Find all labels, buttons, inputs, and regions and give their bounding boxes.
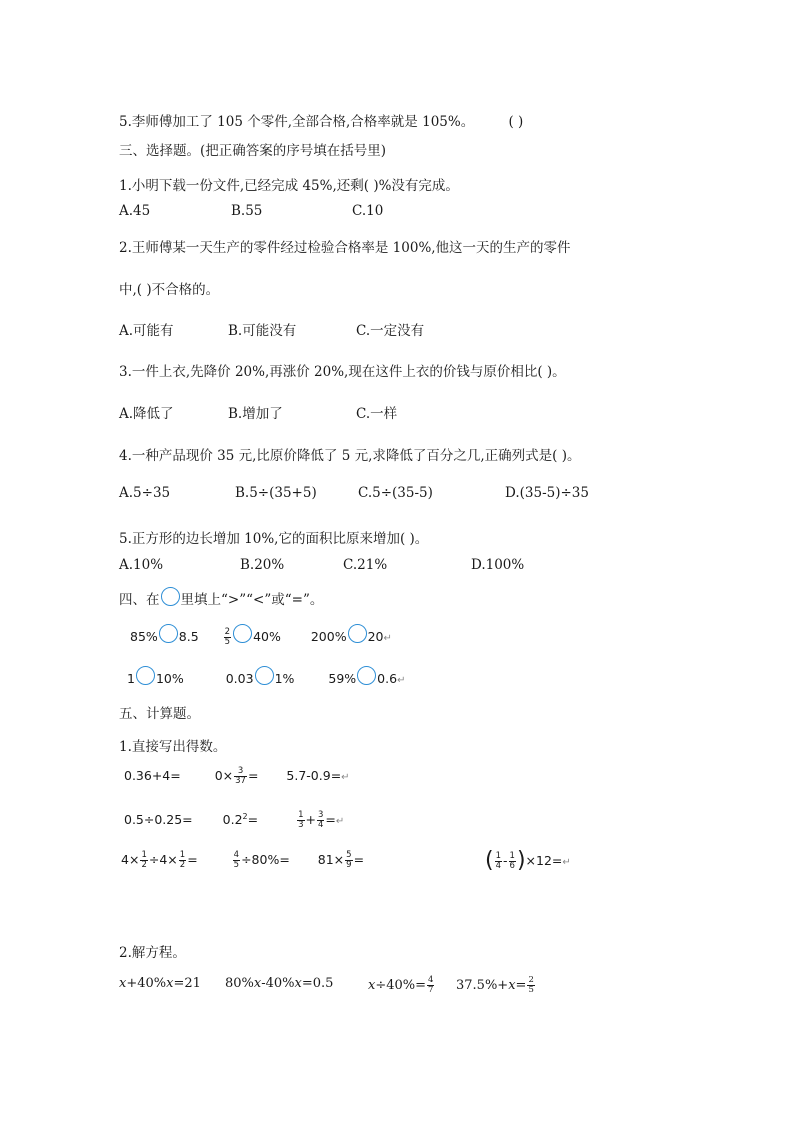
fraction: $\frac{2}{5}$ xyxy=(224,627,231,647)
section-title-compare: 四、在 里填上“>”“<”或“=”。 xyxy=(119,588,323,610)
compare-circle-blank[interactable] xyxy=(233,624,252,643)
choice-q3-stem: 3.一件上衣,先降价 20%,再涨价 20%,现在这件上衣的价钱与原价相比( )。 xyxy=(119,364,566,380)
compare-circle-blank[interactable] xyxy=(348,624,367,643)
compare-row-1: 85% 8.5 $\frac{2}{5}$ 40% 200% 20↵ xyxy=(130,628,392,647)
fraction: $\frac{1}{2}$ xyxy=(179,850,186,870)
question-text: 5.李师傅加工了 105 个零件,全部合格,合格率就是 105%。 xyxy=(119,114,475,130)
choice-q1-option-a: A.45 xyxy=(119,203,151,219)
answer-blank: ( ) xyxy=(508,114,524,130)
choice-q5-option-a: A.10% xyxy=(119,557,164,573)
compare-row-2: 1 10% 0.03 1% 59% 0.6↵ xyxy=(127,670,405,689)
choice-q5-option-c: C.21% xyxy=(343,557,388,573)
circle-icon xyxy=(161,587,180,606)
choice-q3-option-a: A.降低了 xyxy=(119,406,174,422)
calc-row-3: 4× $\frac{1}{2}$ ÷4× $\frac{1}{2}$ = $\frac{4}{5}$ ÷80%= 81× $\frac{5}{9}$ = xyxy=(121,850,365,870)
fraction: $\frac{5}{9}$ xyxy=(346,850,352,870)
fraction: $\frac{4}{7}$ xyxy=(428,975,434,995)
equations-title: 2.解方程。 xyxy=(119,945,186,961)
fraction: $\frac{1}{3}$ xyxy=(298,810,304,830)
calc-row-3-last: ( $\frac{1}{4}$ - $\frac{1}{6}$ )×12=↵ xyxy=(485,848,571,873)
choice-q4-option-a: A.5÷35 xyxy=(119,485,171,501)
choice-q4-option-d: D.(35-5)÷35 xyxy=(505,485,589,501)
fraction: $\frac{3}{37}$ xyxy=(235,766,246,786)
compare-circle-blank[interactable] xyxy=(357,666,376,685)
choice-q4-option-b: B.5÷(35+5) xyxy=(235,485,317,501)
equation-4: 37.5%+x= $\frac{2}{5}$ xyxy=(456,975,534,995)
equation-2: 80%x-40%x=0.5 xyxy=(225,976,334,991)
choice-q2-option-b: B.可能没有 xyxy=(228,323,297,339)
fraction: $\frac{2}{5}$ xyxy=(528,975,534,995)
question-tf-5 xyxy=(119,110,523,130)
compare-circle-blank[interactable] xyxy=(159,624,178,643)
fraction: $\frac{3}{4}$ xyxy=(317,810,324,830)
equation-1: x+40%x=21 xyxy=(119,976,201,991)
fraction: $\frac{1}{6}$ xyxy=(509,851,515,871)
choice-q1-option-c: C.10 xyxy=(352,203,384,219)
compare-circle-blank[interactable] xyxy=(255,666,274,685)
fraction: $\frac{1}{4}$ xyxy=(495,851,502,871)
choice-q3-option-b: B.增加了 xyxy=(228,406,283,422)
choice-q1-option-b: B.55 xyxy=(231,203,263,219)
equation-3: x÷40%= $\frac{4}{7}$ xyxy=(368,975,434,995)
calc-title: 1.直接写出得数。 xyxy=(119,739,227,755)
choice-q5-stem: 5.正方形的边长增加 10%,它的面积比原来增加( )。 xyxy=(119,531,429,547)
calc-row-2: $0.5\div 0.25= 0.2^2=$ $\frac{1}{3}$ + $\frac{3}{4}$ =↵ xyxy=(124,810,345,830)
choice-q5-option-d: D.100% xyxy=(471,557,525,573)
fraction: $\frac{1}{2}$ xyxy=(141,850,147,870)
choice-q2-option-a: A.可能有 xyxy=(119,323,174,339)
choice-q4-stem: 4.一种产品现价 35 元,比原价降低了 5 元,求降低了百分之几,正确列式是( )。 xyxy=(119,448,581,464)
choice-q5-option-b: B.20% xyxy=(240,557,285,573)
choice-q2-stem-line1: 2.王师傅某一天生产的零件经过检验合格率是 100%,他这一天的生产的零件 xyxy=(119,240,571,256)
choice-q1-stem: 1.小明下载一份文件,已经完成 45%,还剩( )%没有完成。 xyxy=(119,178,459,194)
choice-q3-option-c: C.一样 xyxy=(356,406,398,422)
compare-circle-blank[interactable] xyxy=(136,666,155,685)
choice-q2-option-c: C.一定没有 xyxy=(356,323,425,339)
choice-q2-stem-line2: 中,( )不合格的。 xyxy=(119,282,220,298)
fraction: $\frac{4}{5}$ xyxy=(233,850,240,870)
section-title-calc: 五、计算题。 xyxy=(119,706,200,722)
choice-q4-option-c: C.5÷(35-5) xyxy=(358,485,433,501)
calc-row-1: 0.36+4= 0× $\frac{3}{37}$ = 5.7-0.9=↵ xyxy=(124,766,350,786)
section-title-choice: 三、选择题。(把正确答案的序号填在括号里) xyxy=(119,143,387,159)
